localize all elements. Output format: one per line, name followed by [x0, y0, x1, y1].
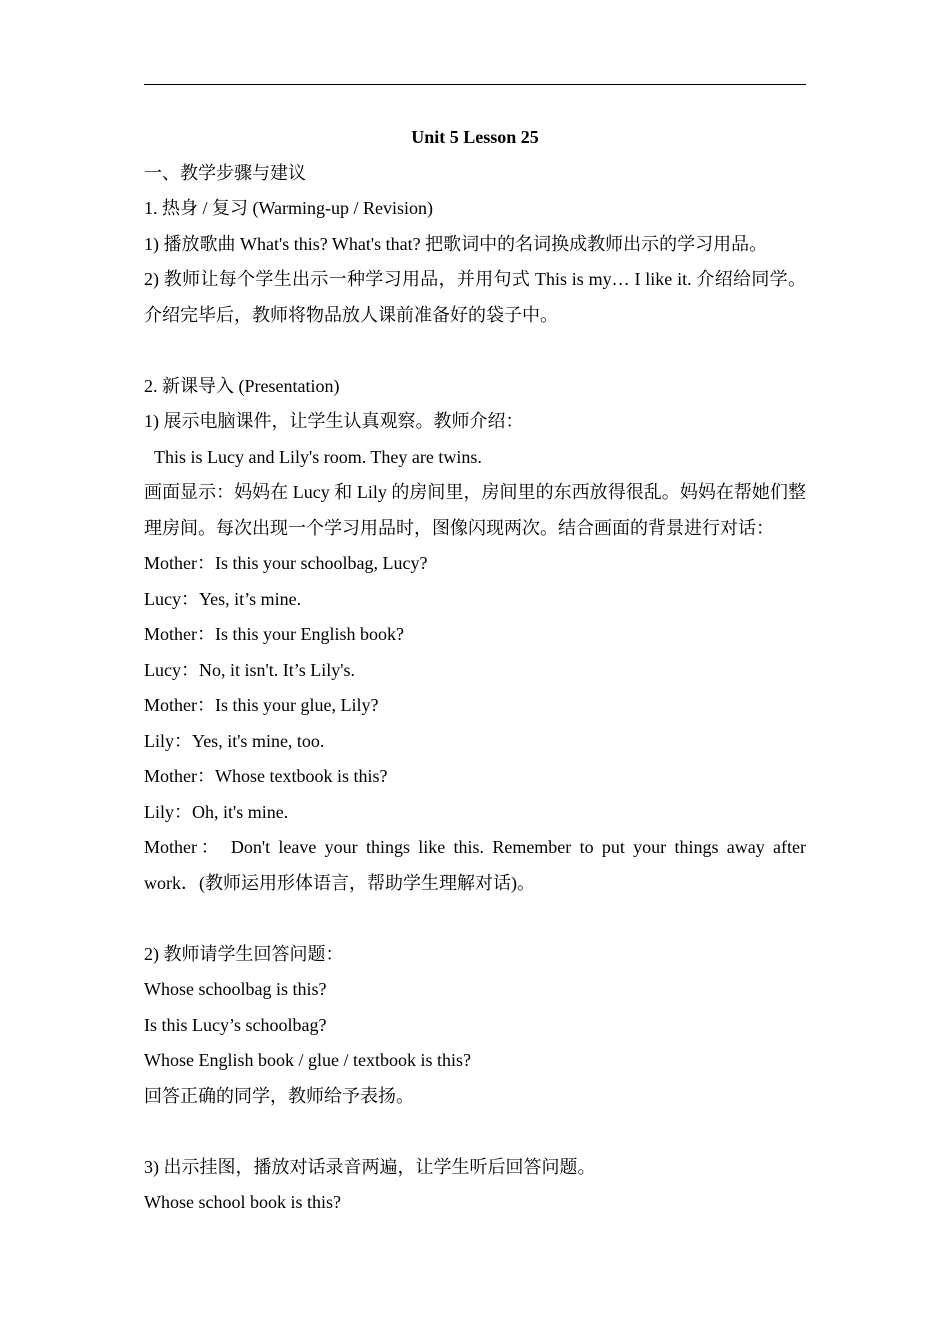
question-line: Whose schoolbag is this? [144, 979, 327, 999]
note-line: 回答正确的同学，教师给予表扬。 [144, 1085, 414, 1106]
blank-line [144, 333, 806, 369]
section-heading: 一、教学步骤与建议 [144, 162, 306, 183]
dialogue-line: Lucy：No, it isn't. It’s Lily's. [144, 659, 355, 680]
step-item: 2) 教师请学生回答问题： [144, 943, 344, 964]
question-line: Is this Lucy’s schoolbag? [144, 1014, 327, 1035]
step-heading-presentation: 2. 新课导入 (Presentation) [144, 375, 340, 396]
step-item: 1) 展示电脑课件，让学生认真观察。教师介绍： [144, 411, 524, 431]
step-heading-warmup: 1. 热身 / 复习 (Warming-up / Revision) [144, 198, 434, 218]
blank-line [144, 901, 806, 937]
page-title: Unit 5 Lesson 25 [411, 127, 539, 147]
step-item: 1) 播放歌曲 What's this? What's that? 把歌词中的名词换成教师出示的学习用品。 [144, 233, 768, 254]
question-line: Whose school book is this? [144, 1192, 341, 1212]
dialogue-line: Mother：Is this your English book? [144, 624, 404, 644]
dialogue-line: Mother： Don't leave your things like this. Remember to put your things away after work．(教师运用形体语言，帮助学生理解对话)。 [144, 837, 806, 893]
dialogue-line: Mother：Is this your schoolbag, Lucy? [144, 553, 428, 573]
step-item: 3) 出示挂图，播放对话录音两遍，让学生听后回答问题。 [144, 1156, 596, 1177]
dialogue-line: Mother：Is this your glue, Lily? [144, 695, 379, 715]
dialogue-line: Mother：Whose textbook is this? [144, 766, 388, 786]
teacher-intro-line: This is Lucy and Lily's room. They are twins. [154, 446, 482, 467]
dialogue-line: Lucy：Yes, it’s mine. [144, 588, 302, 609]
dialogue-line: Lily：Yes, it's mine, too. [144, 730, 325, 751]
question-line: Whose English book / glue / textbook is this? [144, 1050, 471, 1070]
step-item: 2) 教师让每个学生出示一种学习用品，并用句式 This is my… I like it. 介绍给同学。介绍完毕后，教师将物品放人课前准备好的袋子中。 [144, 269, 806, 325]
document-body [144, 120, 806, 1221]
blank-line [144, 1114, 806, 1150]
dialogue-line: Lily：Oh, it's mine. [144, 801, 289, 822]
header-rule [144, 84, 806, 85]
scene-description: 画面显示：妈妈在 Lucy 和 Lily 的房间里，房间里的东西放得很乱。妈妈在帮她们整理房间。每次出现一个学习用品时，图像闪现两次。结合画面的背景进行对话： [144, 482, 806, 538]
